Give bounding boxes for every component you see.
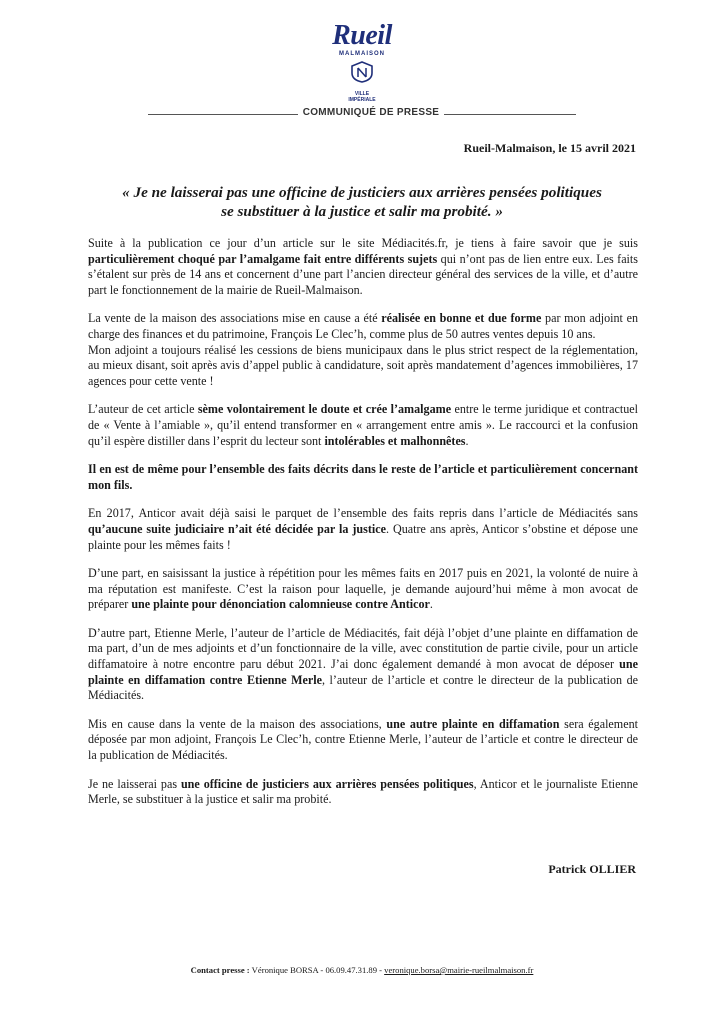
paragraph-7 [88,566,638,613]
paragraph-5 [88,462,638,493]
p9-text-c: sera également déposée par mon adjoint, François Le Clec’h, contre Etienne Merle, l’auteur de l’article et contre le directeur de la publication de Médiacités. [88,716,638,763]
paragraph-2 [88,311,638,342]
p7-text-a: D’une part, en saisissant la justice à répétition pour les mêmes faits en 2017 puis en 2021, la volonté de nuire à ma réputation est manifeste. C’est la raison pour laquelle, je demande aujourd’hui même à mon avocat de préparer [88,566,638,612]
p7-text-c: . [429,597,433,612]
p4-text-e: . [465,433,469,448]
seal-label-1: VILLE [354,91,370,97]
p5-emphasis: Il en est de même pour l’ensemble des faits décrits dans le reste de l’article et particulièrement concernant mon fils. [88,462,638,492]
p1-emphasis: particulièrement choqué par l’amalgame fait entre différents sujets [88,251,438,266]
p6-emphasis: qu’aucune suite judiciaire n’ait été décidée par la justice [88,521,386,536]
paragraph-9 [88,717,638,764]
press-release-label: COMMUNIQUÉ DE PRESSE [302,107,440,118]
p1-text-c: qui n’ont pas de lien entre eux. Les faits s’étalent sur près de 14 ans et concernent d’une part l’ancien directeur général des services de la ville, et d’autre part le fonctionnement de la mairie de Rueil-Malmaison. [88,251,638,297]
header [0,22,724,103]
p7-emphasis: une plainte pour dénonciation calomnieuse contre Anticor [131,597,430,612]
paragraph-8 [88,626,638,704]
document-title [86,183,638,221]
p1-text-a: Suite à la publication ce jour d’un article sur le site Médiacités.fr, je tiens à faire savoir que je suis [88,236,638,250]
press-contact [0,965,724,975]
contact-label: Contact presse : [190,965,250,975]
p9-emphasis: une autre plainte en diffamation [386,716,560,731]
p4-emphasis-1: sème volontairement le doute et crée l’amalgame [197,402,452,417]
p2-emphasis: réalisée en bonne et due forme [381,311,542,326]
body-text [88,236,638,821]
imperial-seal-icon [349,61,375,91]
p10-emphasis: une officine de justiciers aux arrières pensées politiques [180,776,474,791]
p4-text-c: entre le terme juridique et contractuel de « Vente à l’amiable », qu’il entend transformer en « arrangement entre amis ». Le raccourci et la confusion qu’il espère distiller dans l’esprit du lecteur sont [88,402,638,448]
contact-name-phone: Véronique BORSA - 06.09.47.31.89 - [249,965,385,975]
paragraph-10 [88,777,638,808]
p4-emphasis-2: intolérables et malhonnêtes [324,433,466,448]
paragraph-3: Mon adjoint a toujours réalisé les cessions de biens municipaux dans le plus strict respect de la réglementation, au mieux disant, soit après avis d’appel public à candidature, soit après mandatement d’agences immobilières, 17 agences pour cette vente ! [88,342,638,388]
divider-right [444,114,576,115]
document-date: Rueil-Malmaison, le 15 avril 2021 [463,141,636,155]
p8-text-a: D’autre part, Etienne Merle, l’auteur de l’article de Médiacités, fait déjà l’objet d’une plainte en diffamation de ma part, d’un de mes adjoints et d’un fonctionnaire de la ville, avec constitution de partie civile, pour un article diffamatoire à notre encontre paru début 2021. J’ai donc également demandé à mon avocat de déposer [88,625,638,672]
p8-text-c: , l’auteur de l’article et contre le directeur de la publication de Médiacités. [88,672,638,703]
paragraph-6 [88,506,638,553]
paragraph-4 [88,402,638,449]
p6-text-c: . Quatre ans après, Anticor s’obstine et dépose une plainte pour les mêmes faits ! [88,521,638,552]
title-line-2: se substituer à la justice et salir ma probité. » [221,203,503,220]
p2-text-a: La vente de la maison des associations mise en cause a été [88,311,382,326]
rueil-logo: Rueil [332,20,392,51]
p9-text-a: Mis en cause dans la vente de la maison des associations, [88,716,387,731]
p10-text-c: , Anticor et le journaliste Etienne Merle, se substituer à la justice et salir ma probité. [88,776,638,807]
p6-text-a: En 2017, Anticor avait déjà saisi le parquet de l’ensemble des faits repris dans l’article de Médiacités sans [88,506,638,521]
p2-text-c: par mon adjoint en charge des finances et du patrimoine, François Le Clec’h, comme plus de 50 autres ventes depuis 10 ans. [88,311,638,341]
paragraph-1 [88,236,638,298]
p10-text-a: Je ne laisserai pas [88,776,181,791]
divider-left [148,114,298,115]
press-release-banner [148,107,576,121]
p8-emphasis: une plainte en diffamation contre Etienne Merle [88,657,638,687]
contact-email-link[interactable]: veronique.borsa@mairie-rueilmalmaison.fr [384,965,534,975]
seal-label-2: IMPÉRIALE [348,97,376,103]
title-line-1: « Je ne laisserai pas une officine de justiciers aux arrières pensées politiques [122,184,602,201]
p4-text-a: L’auteur de cet article [88,402,198,417]
signature: Patrick OLLIER [548,862,636,876]
logo-subtitle: MALMAISON [339,51,385,57]
